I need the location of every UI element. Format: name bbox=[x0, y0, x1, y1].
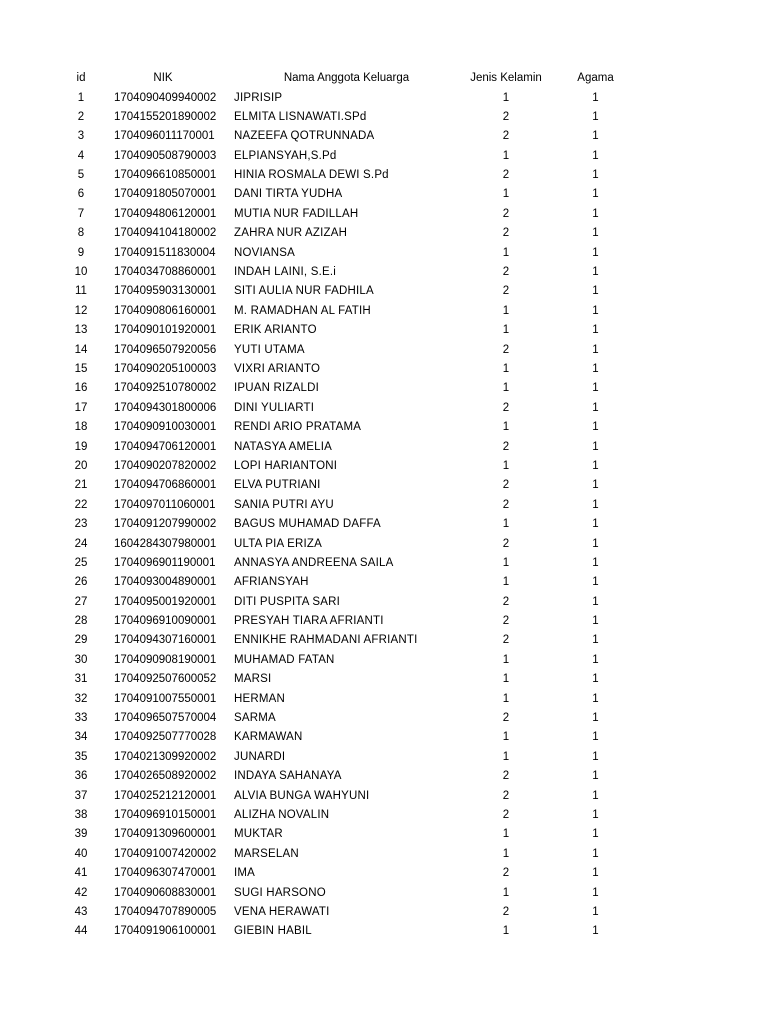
cell-id: 17 bbox=[74, 401, 88, 414]
table-row bbox=[0, 127, 768, 146]
cell-jenis-kelamin: 2 bbox=[502, 905, 510, 918]
cell-jenis-kelamin: 1 bbox=[502, 576, 510, 589]
table-row bbox=[0, 399, 768, 418]
cell-id: 11 bbox=[75, 285, 87, 298]
cell-jenis-kelamin: 2 bbox=[502, 808, 510, 821]
cell-id: 1 bbox=[77, 91, 85, 104]
cell-id: 2 bbox=[77, 110, 85, 123]
cell-nik: 1704091906100001 bbox=[114, 925, 217, 938]
cell-nama: ELMITA LISNAWATI.SPd bbox=[234, 110, 367, 123]
cell-jenis-kelamin: 2 bbox=[502, 343, 510, 356]
cell-id: 16 bbox=[74, 382, 88, 395]
cell-id: 3 bbox=[77, 130, 85, 143]
cell-agama: 1 bbox=[592, 886, 599, 899]
cell-jenis-kelamin: 1 bbox=[502, 886, 510, 899]
cell-nik: 1704095001920001 bbox=[114, 595, 217, 608]
table-row bbox=[0, 224, 768, 243]
cell-jenis-kelamin: 1 bbox=[502, 692, 510, 705]
cell-nik: 1704094706120001 bbox=[114, 440, 217, 453]
cell-nik: 1704096901190001 bbox=[114, 556, 216, 569]
cell-jenis-kelamin: 1 bbox=[502, 304, 510, 317]
cell-agama: 1 bbox=[592, 266, 599, 278]
cell-nama: IPUAN RIZALDI bbox=[234, 382, 320, 395]
cell-jenis-kelamin: 1 bbox=[502, 653, 510, 666]
table-row bbox=[0, 418, 768, 437]
cell-nama: SANIA PUTRI AYU bbox=[234, 498, 334, 511]
cell-agama: 1 bbox=[592, 149, 599, 162]
cell-jenis-kelamin: 1 bbox=[502, 421, 510, 434]
table-row bbox=[0, 767, 768, 786]
cell-nama: PRESYAH TIARA AFRIANTI bbox=[234, 615, 384, 627]
table-row bbox=[0, 554, 768, 573]
cell-nik: 1704091007420002 bbox=[114, 847, 217, 860]
cell-jenis-kelamin: 2 bbox=[502, 285, 510, 298]
cell-nama: JUNARDI bbox=[234, 750, 286, 763]
cell-jenis-kelamin: 2 bbox=[502, 634, 510, 647]
cell-agama: 1 bbox=[592, 808, 599, 821]
cell-nik: 1604284307980001 bbox=[114, 537, 217, 550]
cell-nama: GIEBIN HABIL bbox=[234, 925, 312, 938]
table-row bbox=[0, 438, 768, 457]
cell-jenis-kelamin: 1 bbox=[502, 673, 510, 686]
table-row bbox=[0, 903, 768, 922]
table-row bbox=[0, 360, 768, 379]
cell-id: 19 bbox=[74, 440, 88, 453]
cell-nama: HINIA ROSMALA DEWI S.Pd bbox=[234, 169, 389, 182]
cell-id: 10 bbox=[74, 266, 88, 278]
table-row bbox=[0, 845, 768, 864]
cell-agama: 1 bbox=[592, 847, 599, 860]
cell-nama: SARMA bbox=[234, 712, 276, 724]
cell-agama: 1 bbox=[592, 518, 599, 531]
cell-nama: IMA bbox=[234, 867, 256, 880]
cell-nama: MUHAMAD FATAN bbox=[234, 653, 335, 666]
cell-id: 24 bbox=[74, 537, 88, 550]
cell-nama: ALVIA BUNGA WAHYUNI bbox=[234, 789, 370, 802]
table-row bbox=[0, 282, 768, 301]
cell-nama: KARMAWAN bbox=[234, 731, 303, 744]
cell-jenis-kelamin: 2 bbox=[502, 207, 510, 220]
cell-jenis-kelamin: 2 bbox=[502, 440, 510, 453]
cell-agama: 1 bbox=[592, 130, 599, 143]
cell-agama: 1 bbox=[592, 324, 599, 337]
cell-jenis-kelamin: 1 bbox=[502, 246, 510, 259]
cell-nik: 1704090508790003 bbox=[114, 149, 217, 162]
cell-nama: NATASYA AMELIA bbox=[234, 440, 333, 453]
cell-jenis-kelamin: 1 bbox=[502, 925, 510, 938]
table-row bbox=[0, 922, 768, 941]
header-nama: Nama Anggota Keluarga bbox=[283, 72, 410, 84]
cell-nama: VIXRI ARIANTO bbox=[234, 363, 321, 375]
table-row bbox=[0, 651, 768, 670]
header-nik: NIK bbox=[153, 72, 173, 84]
cell-agama: 1 bbox=[592, 576, 599, 589]
cell-nik: 1704090608830001 bbox=[114, 886, 217, 899]
cell-agama: 1 bbox=[592, 731, 599, 744]
cell-agama: 1 bbox=[592, 905, 599, 918]
table-row bbox=[0, 728, 768, 747]
cell-jenis-kelamin: 1 bbox=[502, 91, 510, 104]
header-id: id bbox=[76, 72, 86, 84]
cell-jenis-kelamin: 1 bbox=[502, 188, 510, 201]
cell-nama: ELVA PUTRIANI bbox=[234, 479, 321, 492]
cell-nik: 1704090910030001 bbox=[114, 421, 217, 434]
table-row bbox=[0, 321, 768, 340]
cell-jenis-kelamin: 2 bbox=[502, 595, 510, 608]
cell-nama: MARSELAN bbox=[234, 847, 299, 860]
cell-nik: 1704096011170001 bbox=[114, 130, 215, 143]
cell-jenis-kelamin: 2 bbox=[502, 537, 510, 550]
cell-nama: BAGUS MUHAMAD DAFFA bbox=[234, 518, 381, 531]
cell-nama: JIPRISIP bbox=[234, 91, 283, 104]
cell-jenis-kelamin: 2 bbox=[502, 227, 510, 240]
cell-nik: 1704021309920002 bbox=[114, 750, 217, 763]
cell-nik: 1704094104180002 bbox=[114, 227, 217, 240]
cell-nik: 1704026508920002 bbox=[114, 770, 217, 783]
cell-id: 30 bbox=[74, 653, 88, 666]
cell-nik: 1704096507570004 bbox=[114, 712, 217, 724]
cell-id: 33 bbox=[74, 712, 88, 724]
cell-nik: 1704094301800006 bbox=[114, 401, 217, 414]
cell-id: 39 bbox=[74, 828, 88, 841]
cell-agama: 1 bbox=[592, 479, 599, 492]
cell-nik: 1704094706860001 bbox=[114, 479, 217, 492]
cell-id: 26 bbox=[74, 576, 88, 589]
cell-jenis-kelamin: 1 bbox=[502, 731, 510, 744]
table-row bbox=[0, 341, 768, 360]
table-row bbox=[0, 302, 768, 321]
cell-nik: 1704092507770028 bbox=[114, 731, 217, 744]
cell-nik: 1704092510780002 bbox=[114, 382, 217, 395]
cell-jenis-kelamin: 1 bbox=[502, 828, 510, 841]
cell-agama: 1 bbox=[592, 459, 599, 472]
cell-nama: AFRIANSYAH bbox=[234, 576, 309, 589]
cell-agama: 1 bbox=[592, 207, 599, 220]
cell-agama: 1 bbox=[592, 789, 599, 802]
cell-nik: 1704025212120001 bbox=[114, 789, 217, 802]
cell-id: 27 bbox=[74, 595, 88, 608]
cell-id: 9 bbox=[77, 246, 85, 259]
cell-id: 23 bbox=[74, 518, 88, 531]
cell-id: 37 bbox=[74, 789, 88, 802]
cell-agama: 1 bbox=[592, 498, 599, 511]
cell-jenis-kelamin: 2 bbox=[502, 615, 510, 627]
cell-jenis-kelamin: 2 bbox=[502, 169, 510, 182]
table-row bbox=[0, 379, 768, 398]
cell-id: 8 bbox=[77, 227, 85, 240]
table-row bbox=[0, 825, 768, 844]
cell-nik: 1704155201890002 bbox=[114, 110, 217, 123]
cell-nik: 1704096507920056 bbox=[114, 343, 217, 356]
cell-nik: 1704097011060001 bbox=[114, 498, 216, 511]
cell-nik: 1704096910150001 bbox=[114, 808, 217, 821]
cell-nik: 1704090908190001 bbox=[114, 653, 217, 666]
cell-id: 4 bbox=[77, 149, 85, 162]
cell-agama: 1 bbox=[592, 770, 599, 783]
cell-nama: VENA HERAWATI bbox=[234, 905, 330, 918]
cell-id: 42 bbox=[74, 886, 88, 899]
cell-id: 35 bbox=[74, 750, 88, 763]
cell-jenis-kelamin: 1 bbox=[502, 149, 510, 162]
table-row bbox=[0, 806, 768, 825]
cell-agama: 1 bbox=[592, 382, 599, 395]
cell-nama: ZAHRA NUR AZIZAH bbox=[234, 227, 348, 240]
cell-agama: 1 bbox=[592, 867, 599, 880]
cell-nama: ENNIKHE RAHMADANI AFRIANTI bbox=[234, 634, 418, 647]
cell-id: 40 bbox=[74, 847, 88, 860]
table-row bbox=[0, 748, 768, 767]
cell-nik: 1704091007550001 bbox=[114, 692, 217, 705]
cell-id: 44 bbox=[74, 925, 88, 938]
table-row bbox=[0, 185, 768, 204]
cell-nama: MARSI bbox=[234, 673, 272, 686]
cell-nama: SITI AULIA NUR FADHILA bbox=[234, 285, 374, 298]
cell-agama: 1 bbox=[592, 828, 599, 841]
cell-nik: 1704092507600052 bbox=[114, 673, 217, 686]
cell-nama: M. RAMADHAN AL FATIH bbox=[234, 304, 371, 317]
table-row bbox=[0, 535, 768, 554]
table-row bbox=[0, 476, 768, 495]
cell-jenis-kelamin: 1 bbox=[502, 847, 510, 860]
cell-agama: 1 bbox=[592, 440, 599, 453]
cell-id: 7 bbox=[77, 207, 85, 220]
cell-nama: SUGI HARSONO bbox=[234, 886, 326, 899]
table-row bbox=[0, 205, 768, 224]
cell-id: 29 bbox=[74, 634, 88, 647]
cell-nama: MUTIA NUR FADILLAH bbox=[234, 207, 359, 220]
cell-nama: DINI YULIARTI bbox=[234, 401, 315, 414]
cell-jenis-kelamin: 2 bbox=[502, 110, 510, 123]
cell-nama: DITI PUSPITA SARI bbox=[234, 595, 341, 608]
cell-jenis-kelamin: 1 bbox=[502, 382, 510, 395]
table-row bbox=[0, 496, 768, 515]
cell-jenis-kelamin: 1 bbox=[502, 556, 510, 569]
cell-jenis-kelamin: 2 bbox=[502, 266, 510, 278]
table-row bbox=[0, 166, 768, 185]
cell-jenis-kelamin: 1 bbox=[502, 750, 510, 763]
cell-id: 38 bbox=[74, 808, 88, 821]
cell-nik: 1704094307160001 bbox=[114, 634, 217, 647]
cell-id: 36 bbox=[74, 770, 88, 783]
cell-nama: LOPI HARIANTONI bbox=[234, 459, 338, 472]
cell-id: 41 bbox=[74, 867, 88, 880]
cell-id: 12 bbox=[74, 304, 88, 317]
cell-id: 15 bbox=[74, 363, 88, 375]
cell-nik: 1704096910090001 bbox=[114, 615, 217, 627]
cell-nama: NOVIANSA bbox=[234, 246, 296, 259]
cell-agama: 1 bbox=[592, 169, 599, 182]
cell-agama: 1 bbox=[592, 188, 599, 201]
table-row bbox=[0, 515, 768, 534]
cell-agama: 1 bbox=[592, 401, 599, 414]
cell-id: 31 bbox=[74, 673, 88, 686]
cell-jenis-kelamin: 1 bbox=[502, 363, 510, 375]
cell-jenis-kelamin: 2 bbox=[502, 770, 510, 783]
cell-nama: ANNASYA ANDREENA SAILA bbox=[234, 556, 394, 569]
cell-id: 6 bbox=[77, 188, 85, 201]
header-agama: Agama bbox=[577, 72, 614, 84]
table-row bbox=[0, 147, 768, 166]
cell-jenis-kelamin: 2 bbox=[502, 712, 510, 724]
cell-agama: 1 bbox=[592, 615, 599, 627]
cell-agama: 1 bbox=[592, 343, 599, 356]
table-row bbox=[0, 864, 768, 883]
table-row bbox=[0, 108, 768, 127]
cell-nama: ELPIANSYAH,S.Pd bbox=[234, 149, 337, 162]
cell-id: 43 bbox=[74, 905, 88, 918]
cell-nik: 1704090205100003 bbox=[114, 363, 217, 375]
cell-jenis-kelamin: 2 bbox=[502, 130, 510, 143]
cell-agama: 1 bbox=[592, 421, 599, 434]
cell-nik: 1704091207990002 bbox=[114, 518, 217, 531]
cell-id: 14 bbox=[74, 343, 88, 356]
table-row bbox=[0, 631, 768, 650]
table-row bbox=[0, 263, 768, 282]
cell-nik: 1704094806120001 bbox=[114, 207, 217, 220]
cell-agama: 1 bbox=[592, 91, 599, 104]
cell-nik: 1704094707890005 bbox=[114, 905, 217, 918]
cell-nama: ERIK ARIANTO bbox=[234, 324, 317, 337]
cell-nama: ALIZHA NOVALIN bbox=[234, 808, 330, 821]
cell-agama: 1 bbox=[592, 556, 599, 569]
cell-agama: 1 bbox=[592, 304, 599, 317]
table-row bbox=[0, 787, 768, 806]
cell-id: 22 bbox=[74, 498, 88, 511]
cell-jenis-kelamin: 2 bbox=[502, 479, 510, 492]
cell-jenis-kelamin: 1 bbox=[502, 324, 510, 337]
cell-nik: 1704091309600001 bbox=[114, 828, 217, 841]
cell-nama: HERMAN bbox=[234, 692, 286, 705]
cell-agama: 1 bbox=[592, 595, 599, 608]
cell-nama: ULTA PIA ERIZA bbox=[234, 537, 323, 550]
cell-nama: YUTI UTAMA bbox=[234, 343, 305, 356]
table-row bbox=[0, 612, 768, 631]
cell-id: 21 bbox=[74, 479, 88, 492]
cell-id: 20 bbox=[74, 459, 88, 472]
cell-nik: 1704096610850001 bbox=[114, 169, 217, 182]
cell-agama: 1 bbox=[592, 537, 599, 550]
cell-nama: MUKTAR bbox=[234, 828, 283, 841]
table-header-row bbox=[0, 69, 768, 88]
table-row bbox=[0, 709, 768, 728]
table-row bbox=[0, 573, 768, 592]
cell-nik: 1704034708860001 bbox=[114, 266, 217, 278]
header-jenis-kelamin: Jenis Kelamin bbox=[470, 72, 542, 84]
cell-nik: 1704090806160001 bbox=[114, 304, 217, 317]
table-row bbox=[0, 457, 768, 476]
cell-jenis-kelamin: 2 bbox=[502, 498, 510, 511]
cell-agama: 1 bbox=[592, 925, 599, 938]
cell-nama: RENDI ARIO PRATAMA bbox=[234, 421, 362, 434]
cell-jenis-kelamin: 2 bbox=[502, 401, 510, 414]
cell-id: 25 bbox=[74, 556, 88, 569]
cell-agama: 1 bbox=[592, 246, 599, 259]
cell-agama: 1 bbox=[592, 634, 599, 647]
cell-nik: 1704090207820002 bbox=[114, 459, 217, 472]
cell-nama: INDAYA SAHANAYA bbox=[234, 770, 342, 783]
table-row bbox=[0, 89, 768, 108]
cell-jenis-kelamin: 2 bbox=[502, 789, 510, 802]
cell-agama: 1 bbox=[592, 285, 599, 298]
cell-nik: 1704091511830004 bbox=[114, 246, 216, 259]
cell-nama: DANI TIRTA YUDHA bbox=[234, 188, 343, 201]
cell-nama: NAZEEFA QOTRUNNADA bbox=[234, 130, 375, 143]
table-row bbox=[0, 670, 768, 689]
cell-agama: 1 bbox=[592, 750, 599, 763]
cell-agama: 1 bbox=[592, 712, 599, 724]
table-row bbox=[0, 884, 768, 903]
cell-jenis-kelamin: 2 bbox=[502, 867, 510, 880]
cell-agama: 1 bbox=[592, 692, 599, 705]
cell-id: 34 bbox=[74, 731, 88, 744]
cell-jenis-kelamin: 1 bbox=[502, 518, 510, 531]
cell-id: 13 bbox=[74, 324, 88, 337]
cell-nik: 1704090101920001 bbox=[114, 324, 217, 337]
cell-agama: 1 bbox=[592, 110, 599, 123]
cell-id: 28 bbox=[74, 615, 88, 627]
table-row bbox=[0, 244, 768, 263]
cell-nik: 1704096307470001 bbox=[114, 867, 217, 880]
table-row bbox=[0, 593, 768, 612]
cell-id: 32 bbox=[74, 692, 88, 705]
cell-jenis-kelamin: 1 bbox=[502, 459, 510, 472]
table-row bbox=[0, 690, 768, 709]
cell-agama: 1 bbox=[592, 653, 599, 666]
cell-nik: 1704095903130001 bbox=[114, 285, 217, 298]
cell-agama: 1 bbox=[592, 363, 599, 375]
cell-nik: 1704091805070001 bbox=[114, 188, 217, 201]
cell-nik: 1704093004890001 bbox=[114, 576, 217, 589]
cell-nik: 1704090409940002 bbox=[114, 91, 217, 104]
cell-agama: 1 bbox=[592, 227, 599, 240]
cell-agama: 1 bbox=[592, 673, 599, 686]
cell-id: 5 bbox=[77, 169, 85, 182]
cell-id: 18 bbox=[74, 421, 88, 434]
cell-nama: INDAH LAINI, S.E.i bbox=[234, 266, 337, 278]
